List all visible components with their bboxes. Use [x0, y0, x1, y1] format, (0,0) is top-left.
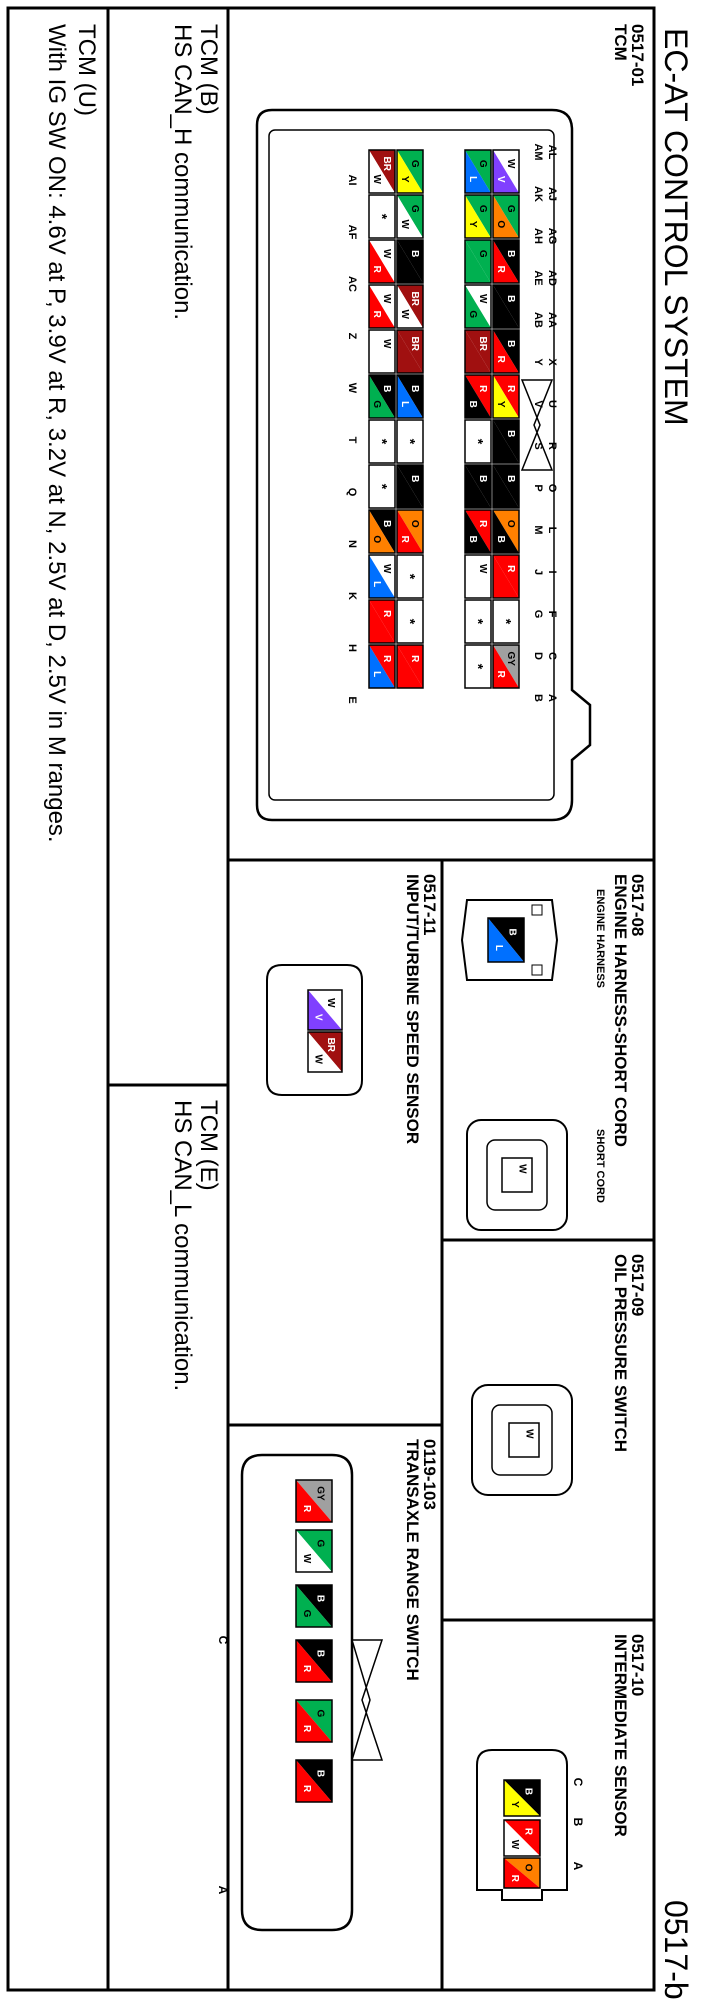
pin-label: F	[546, 610, 559, 618]
pin-cell	[493, 330, 519, 373]
wire-color-label: W	[509, 1839, 521, 1850]
pin-cell	[493, 645, 519, 688]
pin-label: C	[546, 652, 559, 660]
pin-cell	[308, 990, 342, 1030]
wire-color-label: L	[467, 176, 479, 183]
pin-label: P	[532, 484, 545, 492]
wire-color-label: B	[467, 400, 479, 408]
pin-cell	[296, 1480, 332, 1522]
pin-cell	[465, 240, 491, 283]
ops-name: OIL PRESSURE SWITCH	[611, 1254, 630, 1453]
wire-color-label: Y	[509, 1801, 521, 1808]
pin-label: M	[532, 525, 545, 535]
pin-cell	[493, 420, 519, 463]
pin-cell	[397, 240, 423, 283]
wire-color-label: B	[504, 250, 516, 258]
ehs-name: ENGINE HARNESS-SHORT CORD	[611, 874, 630, 1147]
wire-color-label: GY	[314, 1486, 326, 1501]
wire-color-label: GY	[504, 651, 516, 666]
pin-label: L	[546, 526, 559, 534]
pin-unused-label: *	[374, 213, 391, 220]
pin-cell	[465, 150, 491, 193]
wire-color-label: R	[301, 1664, 313, 1673]
pin-cell	[493, 375, 519, 418]
pin-label: AD	[546, 270, 559, 286]
pin-cell	[397, 510, 423, 553]
ehs-lock	[532, 965, 542, 975]
trs-latch	[352, 1640, 382, 1760]
pin-cell	[493, 510, 519, 553]
pin-label: C	[215, 1635, 230, 1645]
pin-label: AG	[546, 227, 559, 245]
wire-color-label: R	[380, 655, 392, 663]
trs-shell	[242, 1455, 352, 1930]
tcm-e-title: TCM (E)	[195, 1100, 222, 1191]
wire-color-label: R	[495, 670, 507, 678]
pin-unused-label: *	[402, 573, 419, 580]
wire-color-label: G	[476, 159, 488, 168]
wire-color-label: R	[495, 355, 507, 363]
pin-cell	[493, 600, 519, 643]
wire-color-label: G	[408, 204, 420, 213]
wire-color-label: G	[408, 159, 420, 168]
wire-color-label: B	[522, 1787, 534, 1796]
int-code: 0517-10	[628, 1634, 647, 1697]
intermediate-sensor-connector-drawing	[477, 1750, 585, 1900]
pin-unused-label: *	[402, 438, 419, 445]
pin-label: AJ	[546, 186, 559, 202]
pin-cell	[397, 195, 423, 238]
ops-code: 0517-09	[628, 1254, 647, 1317]
pin-label: C	[570, 1777, 585, 1787]
pin-label: G	[532, 609, 545, 619]
wire-color-label: O	[504, 519, 516, 528]
tcm-u-title: TCM (U)	[73, 24, 100, 116]
pin-label: AI	[346, 174, 359, 186]
pin-cell	[465, 285, 491, 328]
int-name: INTERMEDIATE SENSOR	[611, 1634, 630, 1837]
pin-cell	[493, 240, 519, 283]
trs-name: TRANSAXLE RANGE SWITCH	[403, 1439, 422, 1681]
tcm-connector-drawing	[257, 110, 590, 820]
wire-color-label: BR	[325, 1037, 337, 1053]
wire-color-label: W	[523, 1429, 535, 1439]
pin-cell	[465, 555, 491, 598]
pin-label: V	[532, 400, 545, 408]
pin-unused-label: *	[470, 663, 487, 670]
pin-label: Q	[346, 487, 359, 497]
pin-label: AL	[546, 144, 559, 160]
engine-harness-connector-drawing	[462, 900, 557, 980]
wire-color-label: W	[516, 1164, 528, 1174]
wire-color-label: R	[509, 1874, 521, 1883]
pin-cell	[397, 600, 423, 643]
wire-color-label: BR	[408, 336, 420, 351]
wire-color-label: W	[325, 998, 337, 1008]
wire-color-label: O	[408, 519, 420, 528]
pin-label: N	[346, 540, 359, 548]
pin-unused-label: *	[374, 483, 391, 490]
pin-label: H	[346, 644, 359, 652]
wire-color-label: W	[371, 174, 383, 184]
wire-color-label: B	[504, 295, 516, 303]
pin-cell	[397, 285, 423, 328]
pin-cell	[369, 195, 395, 238]
pin-label: K	[346, 592, 359, 600]
pin-label: A	[546, 694, 559, 702]
pin-label: AK	[532, 186, 545, 202]
pin-cell	[369, 645, 395, 688]
ehs-lock	[532, 905, 542, 915]
pin-cell	[509, 1423, 539, 1457]
wire-color-label: W	[476, 564, 488, 574]
pin-cell	[465, 510, 491, 553]
pin-label: A	[215, 1885, 230, 1895]
wire-color-label: O	[522, 1863, 534, 1872]
pin-cell	[465, 420, 491, 463]
pin-cell	[369, 420, 395, 463]
wire-color-label: Y	[467, 220, 479, 228]
wire-color-label: W	[380, 249, 392, 259]
pin-label: S	[532, 442, 545, 450]
pin-label: AA	[546, 312, 559, 328]
pin-cell	[308, 1032, 342, 1072]
pin-cell	[493, 465, 519, 508]
wire-color-label: G	[504, 204, 516, 213]
wire-color-label: V	[312, 1013, 324, 1021]
pin-cell	[397, 330, 423, 373]
wire-color-label: L	[493, 944, 505, 951]
wire-color-label: L	[399, 401, 411, 408]
pin-cell	[397, 420, 423, 463]
pin-cell	[465, 600, 491, 643]
pin-cell	[465, 195, 491, 238]
pin-cell	[397, 375, 423, 418]
page-title: EC-AT CONTROL SYSTEM	[658, 28, 694, 426]
pin-cell	[493, 150, 519, 193]
pin-label: AB	[532, 312, 545, 328]
wire-color-label: BR	[476, 336, 488, 351]
wire-color-label: B	[380, 520, 392, 528]
pin-cell	[465, 645, 491, 688]
pin-cell	[369, 555, 395, 598]
pin-label: AF	[346, 224, 359, 240]
pin-label: B	[570, 1817, 585, 1827]
pin-label: I	[546, 570, 559, 574]
pin-unused-label: *	[470, 618, 487, 625]
wire-color-label: B	[380, 385, 392, 393]
tcm-b-desc: HS CAN_H communication.	[169, 24, 196, 321]
engine-harness-label: ENGINE HARNESS	[594, 889, 606, 989]
its-name: INPUT/TURBINE SPEED SENSOR	[403, 874, 422, 1145]
wire-color-label: R	[301, 1784, 313, 1793]
pin-cell	[502, 1158, 532, 1192]
wire-color-label: R	[301, 1724, 313, 1733]
wire-color-label: B	[408, 385, 420, 393]
pin-cell	[493, 195, 519, 238]
wire-color-label: L	[371, 671, 383, 678]
wire-color-label: G	[314, 1709, 326, 1718]
pin-cell	[397, 555, 423, 598]
pin-cell	[493, 285, 519, 328]
wire-color-label: O	[371, 535, 383, 544]
wire-color-label: W	[476, 294, 488, 304]
tcm-e-desc: HS CAN_L communication.	[169, 1100, 196, 1392]
wire-color-label: W	[399, 219, 411, 229]
wire-color-label: BR	[408, 291, 420, 306]
wire-color-label: G	[301, 1609, 313, 1618]
tcm-b-title: TCM (B)	[195, 24, 222, 115]
wire-color-label: R	[476, 385, 488, 393]
wire-color-label: B	[495, 535, 507, 543]
wire-color-label: G	[467, 310, 479, 319]
wire-color-label: Y	[495, 400, 507, 408]
wire-color-label: W	[380, 339, 392, 349]
pin-cell	[504, 1858, 540, 1888]
pin-label: AC	[346, 276, 359, 292]
its-code: 0517-11	[420, 874, 439, 936]
pin-cell	[369, 510, 395, 553]
input-turbine-connector-drawing	[267, 965, 362, 1095]
pin-label: AM	[532, 143, 545, 161]
wire-color-label: B	[408, 475, 420, 483]
pin-label: AE	[532, 270, 545, 286]
pin-unused-label: *	[470, 438, 487, 445]
wire-color-label: B	[504, 430, 516, 438]
pin-unused-label: *	[498, 618, 515, 625]
wire-color-label: R	[522, 1827, 534, 1836]
wire-color-label: R	[504, 385, 516, 393]
pin-label: X	[546, 358, 559, 366]
wire-color-label: B	[408, 250, 420, 258]
wire-color-label: G	[476, 249, 488, 258]
wire-color-label: R	[495, 265, 507, 273]
wire-color-label: B	[467, 535, 479, 543]
oil-pressure-connector-drawing	[472, 1385, 572, 1495]
pin-label: D	[532, 652, 545, 660]
wire-color-label: B	[314, 1769, 326, 1778]
pin-cell	[397, 465, 423, 508]
wire-color-label: B	[314, 1594, 326, 1603]
pin-label: W	[346, 382, 359, 394]
ehs-code: 0517-08	[628, 874, 647, 937]
pin-cell	[296, 1700, 332, 1742]
pin-cell	[296, 1640, 332, 1682]
short-cord-connector-drawing	[467, 1120, 567, 1230]
wire-color-label: B	[476, 475, 488, 483]
page-id: 0517-b	[658, 1900, 694, 2000]
wire-color-label: R	[476, 520, 488, 528]
pin-cell	[296, 1585, 332, 1627]
pin-cell	[465, 465, 491, 508]
wire-color-label: O	[495, 220, 507, 229]
wire-color-label: V	[495, 175, 507, 183]
wire-color-label: W	[380, 294, 392, 304]
pin-label: T	[346, 436, 359, 444]
pin-cell	[504, 1780, 540, 1816]
pin-cell	[369, 600, 395, 643]
wire-color-label: Y	[399, 175, 411, 183]
pin-label: A	[570, 1861, 585, 1871]
pin-cell	[369, 375, 395, 418]
wire-color-label: G	[476, 204, 488, 213]
pin-cell	[296, 1530, 332, 1572]
wire-color-label: G	[314, 1539, 326, 1548]
short-cord-label: SHORT CORD	[594, 1129, 606, 1203]
wire-color-label: BR	[380, 156, 392, 171]
pin-unused-label: *	[374, 438, 391, 445]
pin-cell	[369, 465, 395, 508]
pin-cell	[369, 240, 395, 283]
wire-color-label: R	[408, 655, 420, 663]
tcm-u-desc: With IG SW ON: 4.6V at P, 3.9V at R, 3.2V at N, 2.5V at D, 2.5V in M ranges.	[43, 24, 70, 843]
pin-label: R	[546, 442, 559, 450]
pin-cell	[369, 285, 395, 328]
pin-cell	[504, 1820, 540, 1856]
wire-color-label: R	[301, 1504, 313, 1513]
wire-color-label: W	[504, 159, 516, 169]
wire-color-label: B	[314, 1649, 326, 1658]
wire-color-label: B	[504, 340, 516, 348]
pin-label: O	[546, 483, 559, 493]
pin-cell	[465, 375, 491, 418]
pin-cell	[369, 330, 395, 373]
pin-label: E	[346, 696, 359, 704]
pin-cell	[493, 555, 519, 598]
wire-color-label: R	[504, 565, 516, 573]
pin-cell	[296, 1760, 332, 1802]
pin-cell	[397, 150, 423, 193]
wire-color-label: B	[506, 928, 518, 936]
pin-label: B	[532, 694, 545, 702]
wire-color-label: R	[380, 610, 392, 618]
wire-color-label: G	[371, 400, 383, 409]
pin-cell	[369, 150, 395, 193]
pin-cell	[397, 645, 423, 688]
pin-cell	[488, 918, 524, 962]
wire-color-label: R	[371, 310, 383, 318]
tcm-code: 0517-01	[628, 24, 647, 87]
transaxle-range-connector-drawing	[216, 1455, 382, 1930]
wire-color-label: R	[399, 535, 411, 543]
pin-label: U	[546, 400, 559, 408]
pin-label: J	[532, 568, 545, 576]
trs-code: 0119-103	[420, 1439, 439, 1510]
tcm-name: TCM	[611, 24, 630, 61]
wire-color-label: W	[312, 1054, 324, 1064]
wire-color-label: W	[380, 564, 392, 574]
wire-color-label: R	[371, 265, 383, 273]
pin-unused-label: *	[402, 618, 419, 625]
pin-label: Z	[346, 332, 359, 340]
wire-color-label: L	[371, 581, 383, 588]
pin-cell	[465, 330, 491, 373]
wire-color-label: W	[399, 309, 411, 319]
pin-label: Y	[532, 358, 545, 366]
wire-color-label: W	[301, 1553, 313, 1564]
pin-label: AH	[532, 228, 545, 244]
wire-color-label: B	[504, 475, 516, 483]
